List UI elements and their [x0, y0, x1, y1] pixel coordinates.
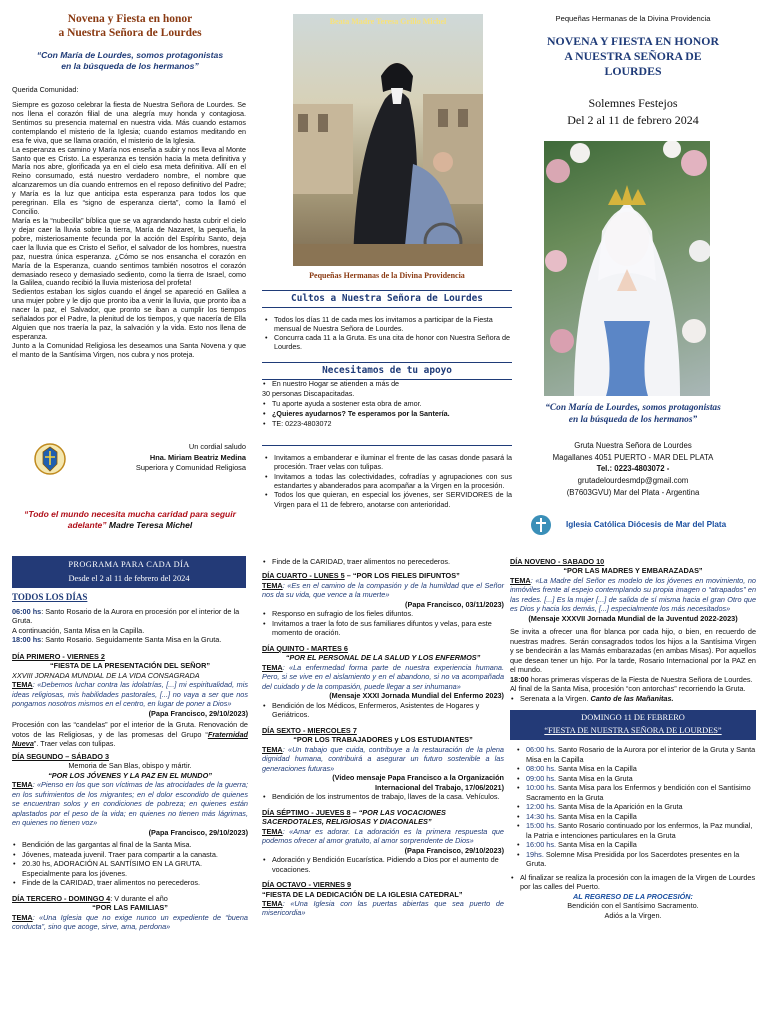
tema-label: TEMA: [12, 780, 33, 790]
virgin-of-lourdes-photo: [544, 141, 710, 396]
congregation-crest-icon: [34, 440, 66, 478]
col3-motto-line2: en la búsqueda de los hermanos”: [568, 415, 698, 426]
day9-heading: DÍA NOVENO - SABADO 10: [510, 557, 605, 566]
col1-motto: [10, 50, 250, 72]
schedule-text: Santo Rosario continuado por los enfermos, la Paz mundial, la Patria e intenciones particulares en la Gruta: [526, 821, 753, 840]
day6-tema: : «Un trabajo que cuida, contribuye a la restauración de la plena dignidad humana, contribuirá a asegurar un futuro sostenible a las generaciones futuras»: [262, 744, 504, 773]
day1-text: Procesión con las “candelas” por el interior de la Gruta. Renovación de votos de las Religiosas, y de las promesas del Grupo “: [12, 720, 248, 739]
program-title: PROGRAMA PARA CADA DÍA: [68, 560, 190, 569]
regreso-text: Adiós a la Virgen.: [604, 910, 662, 920]
schedule-text: : Santo Rosario de la Aurora en procesión por el interior de la Gruta.: [12, 607, 240, 626]
contact-phone: Tel.: 0223-4803072 -: [596, 464, 670, 474]
day1-theme: “FIESTA DE LA PRESENTACIÓN DEL SEÑOR”: [49, 661, 210, 671]
domingo-header: [510, 710, 756, 740]
caridad-list: [262, 557, 504, 566]
col3-title-line3: LOURDES: [604, 63, 662, 78]
tema-label: TEMA: [262, 744, 283, 754]
col3-title-line1: NOVENA Y FIESTA EN HONOR: [547, 34, 719, 48]
program-dates: Desde el 2 al 11 de febrero del 2024: [68, 573, 190, 583]
col1-signature: [80, 442, 246, 474]
col1-title-line2: a Nuestra Señora de Lourdes: [58, 27, 202, 40]
list-item: • Invitamos a embanderar e iluminar el frente de las casas donde pasará la procesión. Traer velas con tulipas.: [264, 453, 512, 472]
day2-memo: Memoria de San Blas, obispo y mártir.: [68, 761, 192, 771]
contact-address: Magallanes 4051 PUERTO - MAR DEL PLATA: [552, 452, 714, 462]
list-item: • ¿Quieres ayudarnos? Te esperamos por la Santería.: [263, 408, 450, 418]
subtitle-festejos: Solemnes Festejos: [588, 96, 678, 110]
apoyo-title: Necesitamos de tu apoyo: [322, 365, 452, 376]
time-label: 15:00 hs.: [526, 821, 557, 831]
canto-text: Canto de las Mañanitas.: [590, 693, 674, 703]
day6-reference: (Video mensaje Papa Francisco a la Organización: [332, 773, 504, 783]
day3-heading-rest: : V durante el año: [110, 893, 168, 903]
sign-role: Superiora y Comunidad Religiosa: [135, 463, 246, 473]
list-item: • Bendición de los Médicos, Enfermeros, Asistentes de Hogares y Geriátricos.: [262, 701, 504, 720]
day9-text: Al final de la Santa Misa, procesión “con antorchas” recorriendo la Gruta.: [510, 684, 746, 694]
time-label: 06:00 hs.: [526, 745, 557, 755]
sign-greeting: Un cordial saludo: [188, 442, 246, 451]
col2-org: Pequeñas Hermanas de la Divina Providencia: [309, 271, 465, 280]
tema-label: TEMA: [12, 912, 33, 922]
col1-title: [10, 12, 250, 41]
day3-theme: “POR LAS FAMILIAS”: [92, 903, 168, 913]
schedule-text: Santa Misa para los Enfermos y bendición con el Santísimo Sacramento en la Gruta: [526, 783, 751, 802]
day5-theme: “POR EL PERSONAL DE LA SALUD Y LOS ENFERMOS”: [285, 653, 481, 663]
day6-heading: DÍA SEXTO - MIERCOLES 7: [262, 725, 357, 735]
time-label: 16:00 hs.: [526, 840, 557, 850]
procesion-list: [510, 873, 756, 892]
day7-theme: – “POR LAS VOCACIONES SACERDOTALES, RELIGIOSAS Y DIACONALES”: [262, 807, 446, 827]
time-label: 08:00 hs.: [526, 764, 557, 774]
time-label: 19hs.: [526, 849, 544, 859]
quote-author: Madre Teresa Michel: [108, 520, 193, 531]
diocese-logo-icon: [530, 514, 552, 536]
program-col3: [510, 557, 756, 920]
tema-label: TEMA: [262, 898, 283, 908]
day6-list: [262, 792, 504, 801]
schedule-text: : Santo Rosario. Seguidamente Santa Misa en la Gruta.: [41, 635, 222, 645]
time-label: 06:00 hs: [12, 607, 42, 616]
col3-title: [508, 34, 758, 79]
cultos-title: Cultos a Nuestra Señora de Lourdes: [291, 293, 483, 304]
program-col1: [12, 607, 248, 932]
day1-text: ”. Traer velas con tulipas.: [33, 739, 116, 749]
col1-greeting: Querida Comunidad:: [12, 85, 79, 94]
day5-heading: DÍA QUINTO - MARTES 6: [262, 643, 348, 653]
serenata-text: Serenata a la Virgen.: [520, 693, 591, 703]
tema-label: TEMA: [510, 575, 531, 585]
day9-text: horas primeras vísperas de la Fiesta de Nuestra Señora de Lourdes.: [528, 674, 753, 684]
list-item: • Invitamos a todas las colectividades, cofradías y agrupaciones con sus estandartes y abanderados para acompañar a la Virgen en la procesión.: [264, 472, 512, 491]
day3-heading: DÍA TERCERO - DOMINGO 4: [12, 893, 111, 903]
time-label: 14:30 hs.: [526, 811, 557, 821]
day2-theme: “POR LOS JÓVENES Y LA PAZ EN EL MUNDO”: [48, 770, 212, 780]
letter-paragraph: María es la “nubecilla” bíblica que se va agrandando hasta cubrir el cielo y dejar caer la lluvia sobre la tierra, María de Nazaret, la pequeña, la pobre, misteriosamente fecunda por la acción del Espíritu Santo, deja caer la lluvia que es Cristo el Señor, el salvador de los hombres, nuestra paz, nuestra única esperanza. ¿Cómo se nos ensancha el corazón en María de la Esperanza, cuando sentimos también nosotros el corazón demasiado reseco y demasiado sediento, como la tierra de Israel, como la Galilea, cuando recibió la lluvia misteriosa del profeta!: [12, 215, 246, 288]
day1-subtitle: XXVIII JORNADA MUNDIAL DE LA VIDA CONSAGRADA: [12, 670, 200, 680]
day2-tema: : «Pienso en los que son víctimas de las atrocidades de la guerra; en los sufrimientos de los migrantes; en el dolor escondido de quienes se encuentran solos y en condiciones de pobreza; en quienes están aplastados por el peso de la vida; en quienes no tienen más lágrimas, en quienes no tienen voz»: [12, 780, 248, 828]
schedule-text: Santa Misa en la Capilla: [556, 811, 637, 821]
regreso-title: AL REGRESO DE LA PROCESIÓN:: [572, 891, 693, 901]
schedule-text: A continuación, Santa Misa en la Capilla.: [12, 625, 145, 635]
day5-tema: : «La enfermedad forma parte de nuestra experiencia humana. Pero, si se vive en el aislamiento y en el abandono, si no va acompañada del cuidado y de la compasión, puede llegar a ser inhumana»: [262, 662, 504, 691]
tema-label: TEMA: [12, 680, 33, 690]
fraternidad-label: Fraternidad Nueva: [12, 729, 248, 749]
painting-caption: Beata Madre Teresa Grillo Michel: [329, 17, 447, 26]
tema-label: TEMA: [262, 826, 283, 836]
domingo-title: DOMINGO 11 DE FEBRERO: [581, 713, 685, 723]
sign-name: Hna. Miriam Beatriz Medina: [149, 452, 246, 462]
day5-reference: (Mensaje XXXI Jornada Mundial del Enfermo 2023): [329, 691, 504, 701]
day9-theme: “POR LAS MADRES Y EMBARAZADAS”: [563, 566, 703, 576]
col3-subtitle: [508, 95, 758, 130]
col3-org: Pequeñas Hermanas de la Divina Providencia: [555, 14, 711, 23]
col1-letter-body: [12, 101, 246, 360]
day3-tema: : «Una Iglesia que no exige nunco un expediente de “buena conducta”, sino que acoge, sirve, ama, perdona»: [12, 912, 248, 932]
day4-reference: (Papa Francisco, 03/11/2023): [405, 599, 504, 609]
letter-paragraph: La esperanza es camino y María nos enseña a subir y nos lleva al Monte Santo que es Cristo. La esperanza es tensión hacia la meta definitiva y María nos abre, glorificada ya en el cielo esa meta definitiva. Allí en el Reino consumado, está nuestro verdadero nombre, el nombre que alcanzaremos un día cuando entremos en el reposo definitivo del Padre; y María es la luz que anticipa esta esperanza para todos los que peregrinan. Ella es “signo de esperanza cierta”, como la llamó el Concilio.: [12, 144, 246, 217]
day5-list: [262, 701, 504, 720]
col3-motto: [508, 402, 758, 426]
letter-paragraph: Sedientos estaban los siglos cuando el ángel se apareció en Galilea a una mujer pobre y le dijo que pronto iba a venir la lluvia, que pronto iba a nacer la paz, el Salvador, que pronto se iban a cumplir los tiempos señalados por el Padre, la plenitud de los tiempos, y que nacería de Ella Alguien que nos traería la paz, la salvación y la vida. Esto nos llena de esperanza.: [12, 287, 246, 341]
schedule-text: Solemne Misa Presidida por los Sacerdotes presentes en la Gruta.: [526, 849, 740, 869]
day9-list: [510, 694, 756, 703]
diocese-name: Iglesia Católica Diócesis de Mar del Plata: [566, 520, 727, 529]
day2-heading: DÍA SEGUNDO – SÁBADO 3: [12, 751, 110, 761]
list-item: • Responso en sufragio de los fieles difuntos.: [262, 609, 504, 618]
list-item: • Adoración y Bendición Eucarística. Pidiendo a Dios por el aumento de vocaciones.: [262, 855, 504, 874]
letter-paragraph: Siempre es gozoso celebrar la fiesta de Nuestra Señora de Lourdes. Se nos llena el corazón filial de una alegría muy honda y contagiosa. Sentimos su presencia maternal en nuestra vida. Más cuando estamos contemplando el misterio de la Iglesia; cuando estamos meditando en esa fe viva, que se llama oración, el misterio de la Iglesia.: [12, 100, 246, 145]
day6-theme: “POR LOS TRABAJADORES y LOS ESTUDIANTES”: [293, 735, 473, 745]
day8-theme: “FIESTA DE LA DEDICACIÓN DE LA IGLESIA CATEDRAL”: [262, 889, 463, 899]
list-item: • Bendición de las gargantas al final de la Santa Misa.: [12, 840, 248, 849]
day2-list: [12, 840, 248, 887]
list-item: • Todos los que quieran, en especial los jóvenes, ser SERVIDORES de la Virgen para el 11 de febrero, anotarse con anterioridad.: [264, 490, 512, 509]
time-label: 18:00 hs: [12, 635, 42, 645]
list-item: • Concurra cada 11 a la Gruta. Es una cita de honor con Nuestra Señora de Lourdes.: [264, 333, 512, 351]
tema-label: TEMA: [262, 662, 283, 672]
list-item: • Jóvenes, mateada juvenil. Traer para compartir a la canasta.: [12, 850, 248, 859]
day9-tema: : «La Madre del Señor es modelo de los jóvenes en movimiento, no inmóviles frente al espejo contemplando su propia imagen o “atrapados” en las redes. [...] Es la mujer [...] de salida de sí misma hacia el gran Otro que es Dios y hacia los demás, [...] especialmente los más necesitados»: [510, 575, 756, 614]
apoyo-list: [262, 379, 512, 429]
list-item: • Tu aporte ayuda a sostener esta obra de amor.: [263, 398, 422, 408]
schedule-text: Santa Misa en la Gruta: [556, 773, 633, 783]
contact-email[interactable]: grutadelourdesmdp@gmail.com: [577, 476, 689, 486]
schedule-text: Santa Misa en la Capilla: [556, 764, 637, 774]
tema-label: TEMA: [262, 580, 283, 590]
day7-tema: : «Amar es adorar. La adoración es la primera respuesta que podemos ofrecer al amor gratuito, al amor sorprendente de Dios»: [262, 826, 504, 846]
time-label: 18:00: [510, 674, 529, 684]
col3-motto-line1: “Con María de Lourdes, somos protagonistas: [545, 403, 721, 413]
list-item: • 20.30 hs, ADORACIÓN AL SANTÍSIMO EN LA GRUTA. Especialmente para los jóvenes.: [12, 859, 248, 878]
domingo-feast: “FIESTA DE NUESTRA SEÑORA DE LOURDES”: [544, 726, 722, 736]
subtitle-dates: Del 2 al 11 de febrero 2024: [567, 113, 699, 128]
col1-title-line1: Novena y Fiesta en honor: [67, 13, 193, 25]
col3-title-line2: A NUESTRA SEÑORA DE: [564, 48, 702, 63]
time-label: 10:00 hs.: [526, 783, 557, 793]
time-label: 12:00 hs.: [526, 802, 557, 812]
regreso-text: Bendición con el Santísimo Sacramento.: [567, 901, 699, 911]
col1-quote: [12, 509, 248, 531]
madre-teresa-painting: [293, 14, 483, 266]
day1-tema: : «Debemos luchar contra las idolatrías, [...] mi espiritualidad, mis ideas religiosas, mis habilidades pastorales, [...] no vaya a ser que nos pongamos nosotros mismos en el centro, en lugar de poner a Dios»: [12, 680, 248, 709]
day8-tema: : «Una Iglesia con las puertas abiertas que sea puerto de misericordia»: [262, 898, 504, 918]
program-col2: [262, 557, 504, 918]
list-item: • Finde de la CARIDAD, traer alimentos no perecederos.: [12, 878, 248, 887]
list-item: • Bendición de los instrumentos de trabajo, llaves de la casa. Vehículos.: [262, 792, 504, 801]
day1-heading: DÍA PRIMERO - VIERNES 2: [12, 651, 105, 661]
domingo-list: [510, 745, 756, 868]
letter-paragraph: Junto a la Comunidad Religiosa les deseamos una Santa Novena y que el manto de la Santísima Virgen, nos cubra y nos proteja.: [12, 340, 246, 359]
schedule-text: Santa Misa en la Capilla: [556, 840, 637, 850]
list-item: • TE: 0223-4803072: [263, 418, 332, 428]
contact-block: [508, 440, 758, 498]
day9-reference: (Mensaje XXXVII Jornada Mundial de la Juventud 2022-2023): [528, 613, 738, 623]
quote-text: “Todo el mundo necesita mucha caridad para seguir adelante”: [24, 509, 236, 531]
col1-motto-line1: “Con María de Lourdes, somos protagonistas: [36, 50, 224, 60]
day2-reference: (Papa Francisco, 29/10/2023): [148, 827, 248, 837]
day8-heading: DÍA OCTAVO - VIERNES 9: [262, 880, 352, 890]
divider: [262, 445, 512, 446]
day1-reference: (Papa Francisco, 29/10/2023): [148, 708, 248, 718]
day6-reference: Internacional del Trabajo, 17/06/2021): [375, 782, 504, 792]
day7-heading: DÍA SÉPTIMO - JUEVES 8: [262, 807, 351, 817]
contact-title: Gruta Nuestra Señora de Lourdes: [574, 441, 692, 450]
todos-los-dias-title: TODOS LOS DÍAS: [12, 592, 88, 602]
day4-theme: – “POR LOS FIELES DIFUNTOS”: [344, 571, 460, 581]
contact-postal: (B7603GVU) Mar del Plata - Argentina: [566, 487, 700, 497]
invites-list: [264, 453, 512, 509]
apoyo-title-box: [262, 362, 512, 380]
cultos-list: [264, 315, 512, 351]
program-header: [12, 556, 246, 588]
list-item: • Todos los días 11 de cada mes los invitamos a participar de la Fiesta mensual de Nuestra Señora de Lourdes.: [264, 315, 512, 333]
day7-reference: (Papa Francisco, 29/10/2023): [404, 845, 504, 855]
list-item: 30 personas Discapacitadas.: [262, 388, 355, 398]
schedule-text: Santo Rosario de la Aurora por el interior de la Gruta y Santa Misa en la Capilla: [526, 745, 756, 764]
day7-list: [262, 855, 504, 874]
list-item: • Finde de la CARIDAD, traer alimentos no perecederos.: [262, 557, 504, 566]
day4-heading: DÍA CUARTO - LUNES 5: [262, 571, 345, 581]
day4-list: [262, 609, 504, 637]
day4-tema: : «Es en el camino de la compasión y de la humildad que el Señor nos da su vida, que vence a la muerte»: [262, 580, 504, 600]
time-label: 09:00 hs.: [526, 773, 557, 783]
list-item: • En nuestro Hogar se atienden a más de: [263, 379, 400, 388]
day9-text: Se invita a ofrecer una flor blanca por cada hijo, o bien, en recuerdo de nuestras madres. Serán consagrados todos los hijos a la Santísima Virgen y se bendecirán a las Mamás embarazadas (en ambas Misas). Por aquellos que desean tener un hijo. Por la tarde, Rosario Internacional por la PAZ en el mundo.: [510, 627, 756, 675]
list-item: • Al finalizar se realiza la procesión con la imagen de la Virgen de Lourdes por las calles del Puerto.: [510, 873, 756, 892]
schedule-text: Santa Misa de la Aparición en la Gruta: [556, 802, 683, 812]
col1-motto-line2: en la búsqueda de los hermanos”: [61, 61, 199, 72]
list-item: • Invitamos a traer la foto de sus familiares difuntos y velas, para este momento de oración.: [262, 619, 504, 638]
cultos-title-box: [262, 290, 512, 308]
